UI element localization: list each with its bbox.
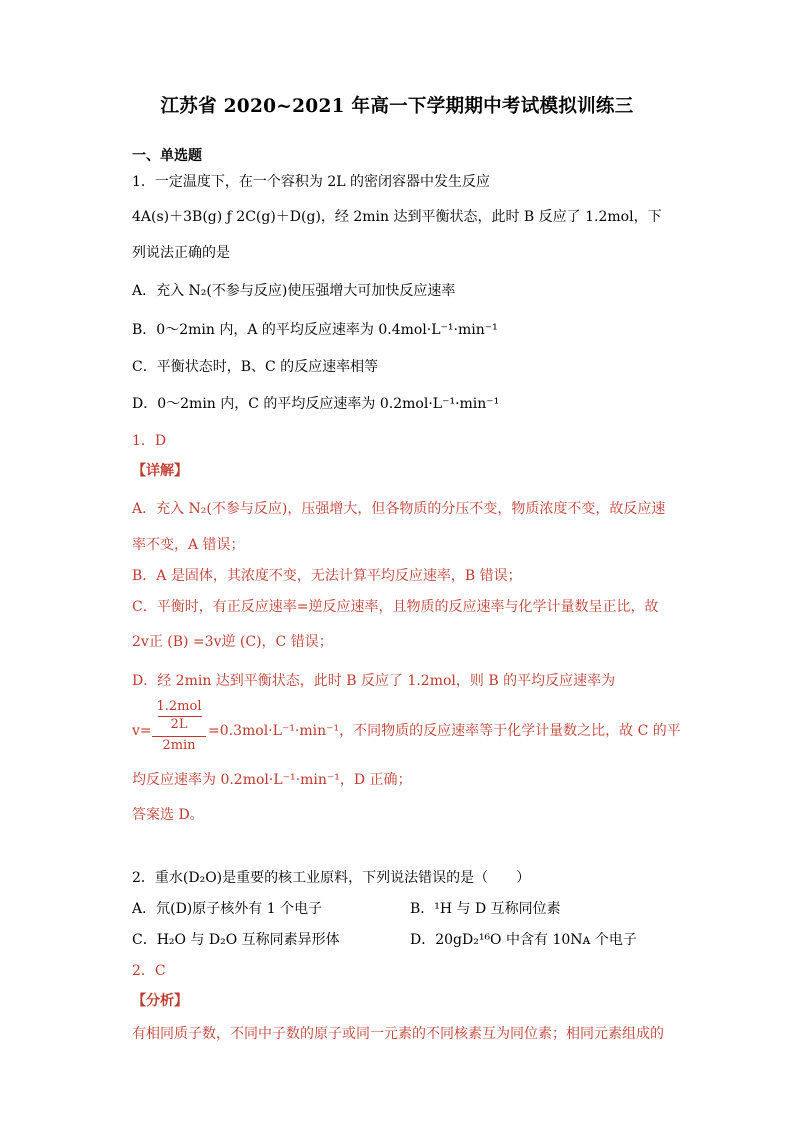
- q1-answer: 1．D: [132, 433, 167, 449]
- q1-explain-a-line1: A．充入 N₂(不参与反应)，压强增大，但各物质的分压不变，物质浓度不变，故反应速: [132, 501, 666, 517]
- q1-explain-d-line3: 均反应速率为 0.2mol·L⁻¹·min⁻¹，D 正确；: [132, 772, 412, 788]
- q1-explain-c-line2: 2v正 (B) =3v逆 (C)，C 错误；: [132, 634, 333, 650]
- q1-option-a: A．充入 N₂(不参与反应)使压强增大可加快反应速率: [132, 283, 456, 299]
- q1-option-d: D．0～2min 内，C 的平均反应速率为 0.2mol·L⁻¹·min⁻¹: [132, 396, 500, 412]
- fraction-numerator-top: 1.2mol: [156, 699, 202, 714]
- q1-explain-d-line2: =0.3mol·L⁻¹·min⁻¹，不同物质的反应速率等于化学计量数之比，故 C 的平: [208, 723, 681, 739]
- q1-explain-b: B．A 是固体，其浓度不变，无法计算平均反应速率，B 错误；: [132, 568, 522, 584]
- q1-detail-label: 【详解】: [132, 463, 188, 479]
- q1-explain-d-lhs: v=: [132, 723, 152, 739]
- q2-analysis-line1: 有相同质子数，不同中子数的原子或同一元素的不同核素互为同位素；相同元素组成的: [132, 1026, 664, 1042]
- q2-analysis-label: 【分析】: [132, 993, 188, 1009]
- q1-stem-line3: 列说法正确的是: [132, 245, 230, 261]
- q2-option-b: B．¹H 与 D 互称同位素: [410, 901, 561, 917]
- fraction-numerator-mid: 2L: [170, 717, 188, 732]
- q1-stem-line2: 4A(s)＋3B(g) ƒ 2C(g)＋D(g)，经 2min 达到平衡状态，此时 B 反应了 1.2mol，下: [132, 209, 662, 225]
- section-heading: 一、单选题: [132, 148, 202, 164]
- q2-option-a: A．氘(D)原子核外有 1 个电子: [132, 901, 323, 917]
- q2-option-c: C．H₂O 与 D₂O 互称同素异形体: [132, 932, 340, 948]
- fraction-bar-main: [152, 736, 206, 737]
- page-title: 江苏省 2020~2021 年高一下学期期中考试模拟训练三: [160, 96, 634, 117]
- q1-explain-d-line1: D．经 2min 达到平衡状态，此时 B 反应了 1.2mol，则 B 的平均反应速率为: [132, 673, 616, 689]
- q1-option-b: B．0～2min 内，A 的平均反应速率为 0.4mol·L⁻¹·min⁻¹: [132, 322, 498, 338]
- q2-stem: 2．重水(D₂O)是重要的核工业原料，下列说法错误的是（ ）: [132, 870, 531, 886]
- q1-option-c: C．平衡状态时，B、C 的反应速率相等: [132, 359, 379, 375]
- q2-option-d: D．20gD₂¹⁶O 中含有 10Nᴀ 个电子: [410, 932, 637, 948]
- q1-explain-a-line2: 率不变，A 错误；: [132, 537, 245, 553]
- q1-stem-line1: 1．一定温度下，在一个容积为 2L 的密闭容器中发生反应: [132, 174, 491, 190]
- fraction-denominator: 2min: [162, 738, 196, 753]
- q1-explain-c-line1: C．平衡时，有正反应速率=逆反应速率，且物质的反应速率与化学计量数呈正比，故: [132, 599, 659, 615]
- q1-conclusion: 答案选 D。: [132, 807, 204, 823]
- q2-answer: 2．C: [132, 963, 166, 979]
